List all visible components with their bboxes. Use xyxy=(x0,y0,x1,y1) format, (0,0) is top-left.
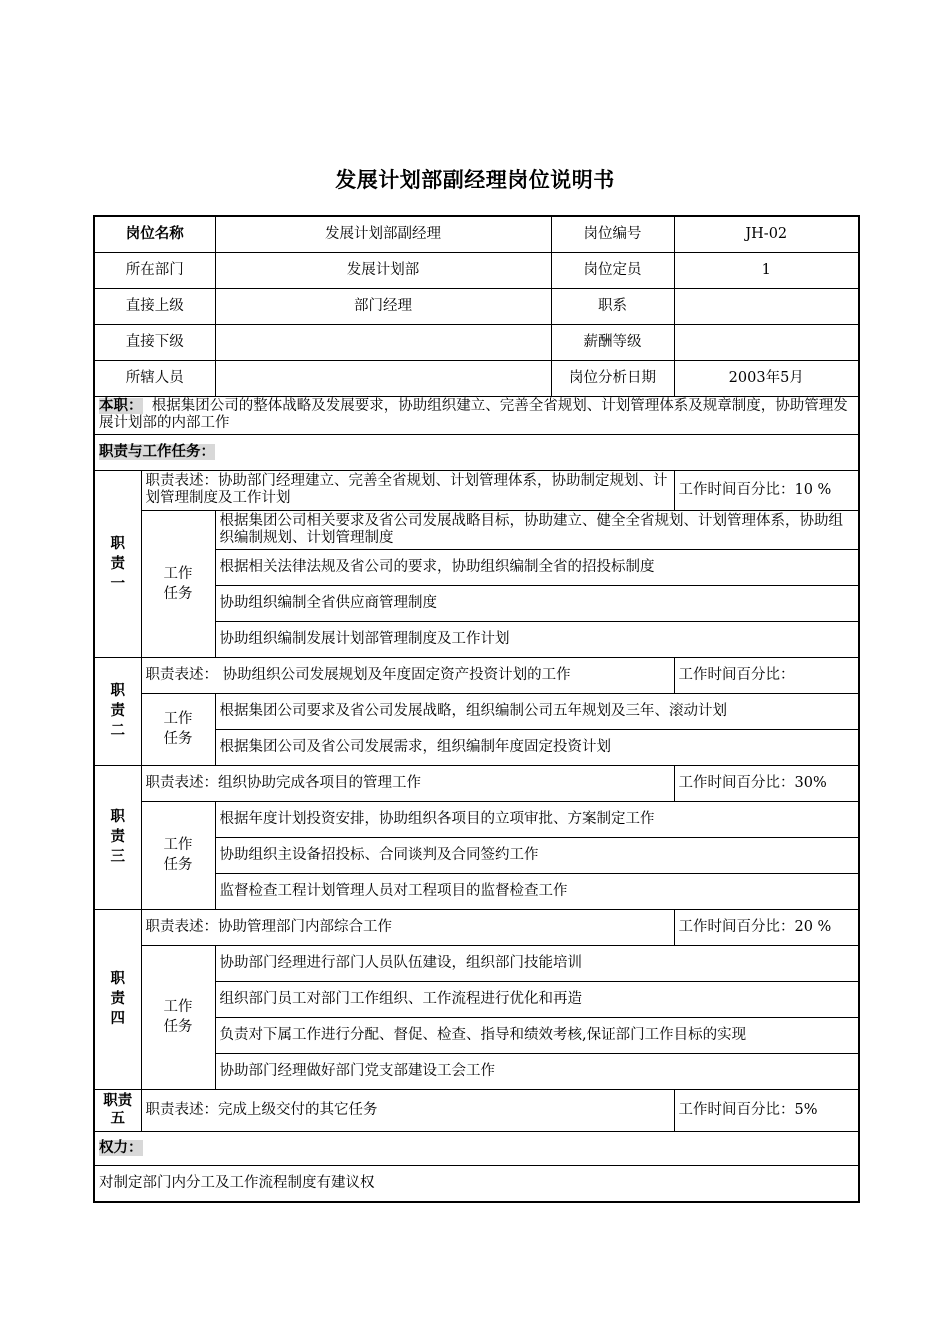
duty-4-task-1: 协助部门经理进行部门人员队伍建设，组织部门技能培训 xyxy=(215,945,859,981)
duty-4-label: 职 责 四 xyxy=(94,909,141,1089)
position-name-label: 岗位名称 xyxy=(94,216,215,252)
series-value xyxy=(674,288,859,324)
info-row-subordinate xyxy=(94,324,859,360)
authority-text: 对制定部门内分工及工作流程制度有建议权 xyxy=(94,1165,859,1202)
superior-label: 直接上级 xyxy=(94,288,215,324)
info-row-staff xyxy=(94,360,859,396)
series-label: 职系 xyxy=(551,288,674,324)
info-row-superior xyxy=(94,288,859,324)
duty-3-task-label: 工作 任务 xyxy=(141,801,215,909)
duty-3-label: 职 责 三 xyxy=(94,765,141,909)
duty-2-description: 职责表述： 协助组织公司发展规划及年度固定资产投资计划的工作 xyxy=(141,657,674,693)
department-label: 所在部门 xyxy=(94,252,215,288)
duty-3-task-3: 监督检查工程计划管理人员对工程项目的监督检查工作 xyxy=(215,873,859,909)
duty-1-task-4: 协助组织编制发展计划部管理制度及工作计划 xyxy=(215,621,859,657)
analysis-date-value: 2003年5月 xyxy=(674,360,859,396)
duty-3-description: 职责表述：组织协助完成各项目的管理工作 xyxy=(141,765,674,801)
duty-3-task-row xyxy=(94,801,859,837)
superior-value: 部门经理 xyxy=(215,288,551,324)
position-name-value: 发展计划部副经理 xyxy=(215,216,551,252)
duty-2-task-label: 工作 任务 xyxy=(141,693,215,765)
duty-3-desc-row xyxy=(94,765,859,801)
duty-4-task-3: 负责对下属工作进行分配、督促、检查、指导和绩效考核,保证部门工作目标的实现 xyxy=(215,1017,859,1053)
main-duty-row xyxy=(94,396,859,434)
info-row-name xyxy=(94,216,859,252)
duty-4-task-row xyxy=(94,945,859,981)
main-duty-label: 本职： xyxy=(99,398,143,414)
duty-5-row xyxy=(94,1089,859,1131)
analysis-date-label: 岗位分析日期 xyxy=(551,360,674,396)
department-value: 发展计划部 xyxy=(215,252,551,288)
duty-1-task-label: 工作 任务 xyxy=(141,510,215,657)
subordinate-label: 直接下级 xyxy=(94,324,215,360)
position-code-label: 岗位编号 xyxy=(551,216,674,252)
duties-header-row xyxy=(94,434,859,470)
duty-2-task-row xyxy=(94,693,859,729)
duties-header-cell xyxy=(94,434,859,470)
position-code-value: JH-02 xyxy=(674,216,859,252)
duty-3-time: 工作时间百分比：30% xyxy=(674,765,859,801)
duty-1-task-row xyxy=(94,510,859,549)
duties-header: 职责与工作任务： xyxy=(99,443,215,460)
authority-label: 权力： xyxy=(99,1139,143,1156)
page-title: 发展计划部副经理岗位说明书 xyxy=(335,168,615,192)
info-row-dept xyxy=(94,252,859,288)
main-duty-cell xyxy=(94,396,859,434)
duty-4-time: 工作时间百分比：20 % xyxy=(674,909,859,945)
quota-label: 岗位定员 xyxy=(551,252,674,288)
grade-label: 薪酬等级 xyxy=(551,324,674,360)
authority-header-cell xyxy=(94,1131,859,1165)
quota-value: 1 xyxy=(674,252,859,288)
staff-value xyxy=(215,360,551,396)
duty-1-task-3: 协助组织编制全省供应商管理制度 xyxy=(215,585,859,621)
duty-1-desc-row xyxy=(94,470,859,510)
duty-2-desc-row xyxy=(94,657,859,693)
duty-5-time: 工作时间百分比：5% xyxy=(674,1089,859,1131)
duty-4-description: 职责表述：协助管理部门内部综合工作 xyxy=(141,909,674,945)
grade-value xyxy=(674,324,859,360)
duty-2-time: 工作时间百分比： xyxy=(674,657,859,693)
duty-1-label: 职 责 一 xyxy=(94,470,141,657)
duty-5-label: 职责 五 xyxy=(94,1089,141,1131)
duty-4-desc-row xyxy=(94,909,859,945)
duty-4-task-4: 协助部门经理做好部门党支部建设工会工作 xyxy=(215,1053,859,1089)
duty-3-task-1: 根据年度计划投资安排，协助组织各项目的立项审批、方案制定工作 xyxy=(215,801,859,837)
duty-2-task-2: 根据集团公司及省公司发展需求，组织编制年度固定投资计划 xyxy=(215,729,859,765)
duty-1-description: 职责表述：协助部门经理建立、完善全省规划、计划管理体系，协助制定规划、计划管理制度及工作计划 xyxy=(141,470,674,510)
subordinate-value xyxy=(215,324,551,360)
duty-1-task-2: 根据相关法律法规及省公司的要求，协助组织编制全省的招投标制度 xyxy=(215,549,859,585)
duty-4-task-label: 工作 任务 xyxy=(141,945,215,1089)
duty-1-task-1: 根据集团公司相关要求及省公司发展战略目标，协助建立、健全全省规划、计划管理体系，协助组织编制规划、计划管理制度 xyxy=(215,510,859,549)
authority-text-row xyxy=(94,1165,859,1202)
duty-2-task-1: 根据集团公司要求及省公司发展战略，组织编制公司五年规划及三年、滚动计划 xyxy=(215,693,859,729)
job-description-table xyxy=(93,215,860,1203)
duty-3-task-2: 协助组织主设备招投标、合同谈判及合同签约工作 xyxy=(215,837,859,873)
authority-header-row xyxy=(94,1131,859,1165)
staff-label: 所辖人员 xyxy=(94,360,215,396)
duty-1-time: 工作时间百分比：10 % xyxy=(674,470,859,510)
duty-5-description: 职责表述：完成上级交付的其它任务 xyxy=(141,1089,674,1131)
duty-2-label: 职 责 二 xyxy=(94,657,141,765)
main-duty-text: 根据集团公司的整体战略及发展要求，协助组织建立、完善全省规划、计划管理体系及规章制度，协助管理发展计划部的内部工作 xyxy=(99,398,848,431)
duty-4-task-2: 组织部门员工对部门工作组织、工作流程进行优化和再造 xyxy=(215,981,859,1017)
